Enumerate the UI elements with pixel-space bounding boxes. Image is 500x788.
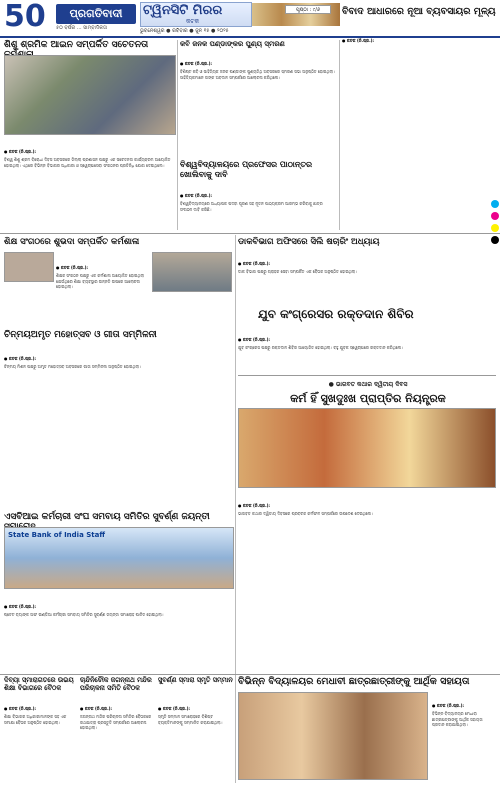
story-body: ସ୍ମୃତି ସମ୍ମାନ ସମାରୋହରେ ବିଶିଷ୍ଟ ବ୍ୟକ୍ତିମାନଙ୍କୁ ସମ୍ମାନିତ କରାଯାଇଥିଲା। [158, 714, 223, 725]
story-dateline: ● କଟକ (ନି.ପ୍ର.): [56, 265, 89, 270]
story-dateline: ● କଟକ (ନି.ପ୍ର.): [4, 356, 37, 361]
story-photo [238, 692, 428, 780]
story-body: ଶିକ୍ଷକ ସଂଗଠନ ପକ୍ଷରୁ ଏକ କର୍ମଶାଳା ଆୟୋଜିତ ହୋଇଥିଲା ଯେଉଁଥିରେ ଶିକ୍ଷା ବ୍ୟବସ୍ଥାର ଉନ୍ନତି ଉପରେ ଆଲୋଚନା ହୋଇଥିଲା। [56, 273, 145, 289]
section-subtitle: କଟକ [186, 18, 200, 25]
section-divider [238, 375, 496, 376]
column-divider [235, 235, 236, 783]
column-divider [339, 40, 340, 230]
story-body: ଯୁବ କଂଗ୍ରେସ ପକ୍ଷରୁ ରକ୍ତଦାନ ଶିବିର ଆୟୋଜିତ ହୋଇଥିଲା। ବହୁ ଯୁବକ ସ୍ୱେଚ୍ଛାରେ ରକ୍ତଦାନ କରିଥିଲେ। [238, 345, 403, 350]
story-headline: ଚାନ୍ଦିନିଚୌକ ଜଗନ୍ନାଥ ମନ୍ଦିର ପରିଚାଳନା ସମିତି ବୈଠକ [80, 676, 152, 692]
story-body: ଚିନ୍ମୟ ମିଶନ ପକ୍ଷରୁ ଅମୃତ ମହୋତ୍ସବ ଅବସରରେ ଗୀତା ସମ୍ମିଳନୀ ଅନୁଷ୍ଠିତ ହୋଇଥିଲା। [4, 364, 141, 369]
story-dateline: ● କଟକ (ନି.ପ୍ର.): [432, 703, 465, 708]
story-headline: ଯୁବ କଂଗ୍ରେସର ରକ୍ତଦାନ ଶିବିର [258, 307, 414, 321]
photo-banner-text: State Bank of India Staff [8, 531, 106, 539]
story-photo [4, 55, 176, 135]
page-number: ପୃଷ୍ଠା : ୯/୬ [285, 5, 331, 14]
story-body: ବିଶିଷ୍ଟ କବି ଓ ସାହିତ୍ୟିକ ଜନକ ପଣ୍ଡାଙ୍କ ପୁଣ୍ୟତିଥି ଅବସରରେ ସ୍ମରଣ ସଭା ଅନୁଷ୍ଠିତ ହୋଇଥିଲା। ସାହିତ୍ୟିକମାନେ ତାଙ୍କ ଅବଦାନ ସମ୍ପର୍କରେ ଆଲୋଚନା କରିଥିଲେ। [180, 69, 335, 80]
story-body: ଡାକ ବିଭାଗ ପକ୍ଷରୁ ଗ୍ରାହକ ସେବା ସମ୍ପର୍କିତ ଏକ ବୈଠକ ଅନୁଷ୍ଠିତ ହୋଇଥିଲା। [238, 269, 358, 274]
story-dateline: ● କଟକ (ନି.ପ୍ର.): [180, 193, 213, 198]
top-headline: ବିବାଦ ଆଧାରରେ ନୂଆ ବ୍ୟବସାୟର ମୂଳ୍ୟ [342, 6, 496, 17]
story-body: ବିଭିନ୍ନ ବିଦ୍ୟାଳୟର ମେଧାବୀ ଛାତ୍ରଛାତ୍ରୀଙ୍କୁ ଆର୍ଥିକ ସହାୟତା ପ୍ରଦାନ କରାଯାଇଥିଲା। [432, 711, 483, 727]
story-body: ଶିକ୍ଷା ବିଭାଗର ଅଧିକାରୀମାନଙ୍କ ସହ ଏକ ସମୀକ୍ଷା ବୈଠକ ଅନୁଷ୍ଠିତ ହୋଇଥିଲା। [4, 714, 67, 725]
story-photo [238, 408, 496, 488]
story-dateline: ● କଟକ (ନି.ପ୍ର.): [238, 503, 271, 508]
story-dateline: ● କଟକ (ନି.ପ୍ର.): [4, 604, 37, 609]
story-headline: ଦିବ୍ୟା ସ୍ମାରାଗତରେ ଉଭୟ ଶିକ୍ଷା ବିଭାଗରେ ବୈଠକ [4, 676, 74, 692]
story-photo [152, 252, 232, 292]
reg-mark-yellow [491, 224, 499, 232]
story-body: ଭାଗବତ କଥାର ଦ୍ୱିତୀୟ ଦିବସରେ ପ୍ରବଚକ କର୍ମଫଳ ସମ୍ପର୍କରେ ଉପଦେଶ ଦେଇଥିଲେ। [238, 511, 373, 516]
section-divider [0, 674, 500, 675]
section-title: ଟ୍ୱିନସିଟି ମିରର [143, 3, 223, 18]
story-dateline: ● କଟକ (ନି.ପ୍ର.): [4, 149, 37, 154]
story-body: ବିଶ୍ୱ ଶିଶୁ ଶ୍ରମ ବିରୋଧୀ ଦିବସ ଅବସରରେ ଜିଲ୍ଲା ପ୍ରଶାସନ ପକ୍ଷରୁ ଏକ ସଚେତନତା କାର୍ଯ୍ୟକ୍ରମ ଆୟୋଜିତ ହୋଇଥିଲା। ଏଥିରେ ବିଭିନ୍ନ ବିଭାଗର ଅଧିକାରୀ ଓ ସ୍ୱେଚ୍ଛାସେବୀ ସଂଗଠନର ପ୍ରତିନିଧି ଯୋଗ ଦେଇଥିଲେ। [4, 157, 171, 168]
date-line: ଭୁବନେଶ୍ୱର ● ରବିବାର ● ଜୁନ ୧୫ ● ୨୦୨୫ [140, 28, 229, 34]
reg-mark-cyan [491, 200, 499, 208]
brand-name: ପ୍ରଗତିବାଦୀ [56, 4, 136, 24]
brand-tagline: ୫୦ ବର୍ଷର ... ସାମ୍ବାଦିକତା [56, 25, 107, 31]
reg-mark-black [491, 236, 499, 244]
story-dateline: ● କଟକ (ନି.ପ୍ର.): [342, 38, 375, 43]
column-divider [177, 40, 178, 230]
story-headline: ଏସବିଆଇ କର୍ମଚାରୀ ସଂଘ ସମବାୟ ସମିତିର ସୁବର୍ଣ୍ଣ ଜୟନ୍ତୀ [4, 512, 210, 522]
story-body: ଷ୍ଟେଟ ବ୍ୟାଙ୍କ ଅଫ ଇଣ୍ଡିଆ କର୍ମଚାରୀ ସମବାୟ ସମିତିର ସୁବର୍ଣ୍ଣ ଜୟନ୍ତୀ ସମାରୋହ ପାଳିତ ହୋଇଥିଲା। [4, 612, 164, 617]
story-headline: ବିଭିନ୍ନ ବିଦ୍ୟାଳୟର ମେଧାବୀ ଛାତ୍ରଛାତ୍ରୀଙ୍କୁ ଆର୍ଥିକ ସହାୟତା [238, 676, 470, 687]
story-body: ବିଶ୍ୱବିଦ୍ୟାଳୟରେ ଅଧ୍ୟାପକ ପଦବୀ ପୂରଣ ସହ ନୂତନ ପାଠ୍ୟକ୍ରମ ଆରମ୍ଭ କରିବାକୁ ଛାତ୍ର ସଂଗଠନ ଦାବି କରିଛି। [180, 201, 323, 212]
reg-mark-magenta [491, 212, 499, 220]
story-kicker: ● ଭାଗବତ କଥାର ଦ୍ୱିତୀୟ ଦିବସ [328, 381, 408, 388]
anniversary-logo: 50 [4, 0, 46, 34]
story-headline: କର୍ମ ହିଁ ସୁଖଦୁଃଖ ପ୍ରାପ୍ତିର ନିୟନ୍ତ୍ରକ [290, 392, 446, 405]
story-dateline: ● କଟକ (ନି.ପ୍ର.): [180, 61, 213, 66]
story-headline: ସୁବର୍ଣ୍ଣ ସ୍ମାରା ସ୍ମୃତି ସମ୍ମାନ [158, 676, 233, 684]
story-dateline: ● କଟକ (ନି.ପ୍ର.): [80, 706, 113, 711]
story-headline: ଶିଶୁ ଶ୍ରମିକ ଆଇନ ସମ୍ପର୍କିତ ସଚେତନତା [4, 40, 149, 50]
story-headline: ଶିକ୍ଷ ସଂଗଠରେ ଶୁଭଦା ସମ୍ପର୍କିତ କର୍ମଶାଳା [4, 237, 140, 247]
story-dateline: ● କଟକ (ନି.ପ୍ର.): [158, 706, 191, 711]
story-headline: ବିଶ୍ୱବିଦ୍ୟାଳୟରେ ପ୍ରଫେସର ପାଠାନ୍ତର ଖୋଲିବାକୁ ଦାବି [180, 160, 313, 179]
registration-marks [491, 200, 499, 380]
top-story-body [342, 38, 498, 224]
story-dateline: ● କଟକ (ନି.ପ୍ର.): [238, 261, 271, 266]
story-photo [4, 252, 54, 282]
story-headline: ଚିନ୍ମୟଅମୃତ ମହୋତ୍ସବ ଓ ଗୀତା ସମ୍ମିଳନୀ [4, 330, 157, 340]
story-body: ଜଗନ୍ନାଥ ମନ୍ଦିର ପରିଚାଳନା ସମିତିର ବୈଠକରେ ରଥଯାତ୍ରା ପ୍ରସ୍ତୁତି ସମ୍ପର୍କରେ ଆଲୋଚନା ହୋଇଥିଲା। [80, 714, 152, 730]
story-headline: ଡାକବିଭାଗ ଅଫିସରେ ସିଲି ଷଚାରିଂ ଅଧ୍ୟାୟ [238, 237, 380, 247]
story-headline: କବି ଜନକ ପଣ୍ଡାଙ୍କର ପୁଣ୍ୟ ସ୍ମରଣ [180, 40, 285, 48]
section-divider [0, 233, 500, 234]
story-dateline: ● କଟକ (ନି.ପ୍ର.): [238, 337, 271, 342]
story-dateline: ● କଟକ (ନି.ପ୍ର.): [4, 706, 37, 711]
